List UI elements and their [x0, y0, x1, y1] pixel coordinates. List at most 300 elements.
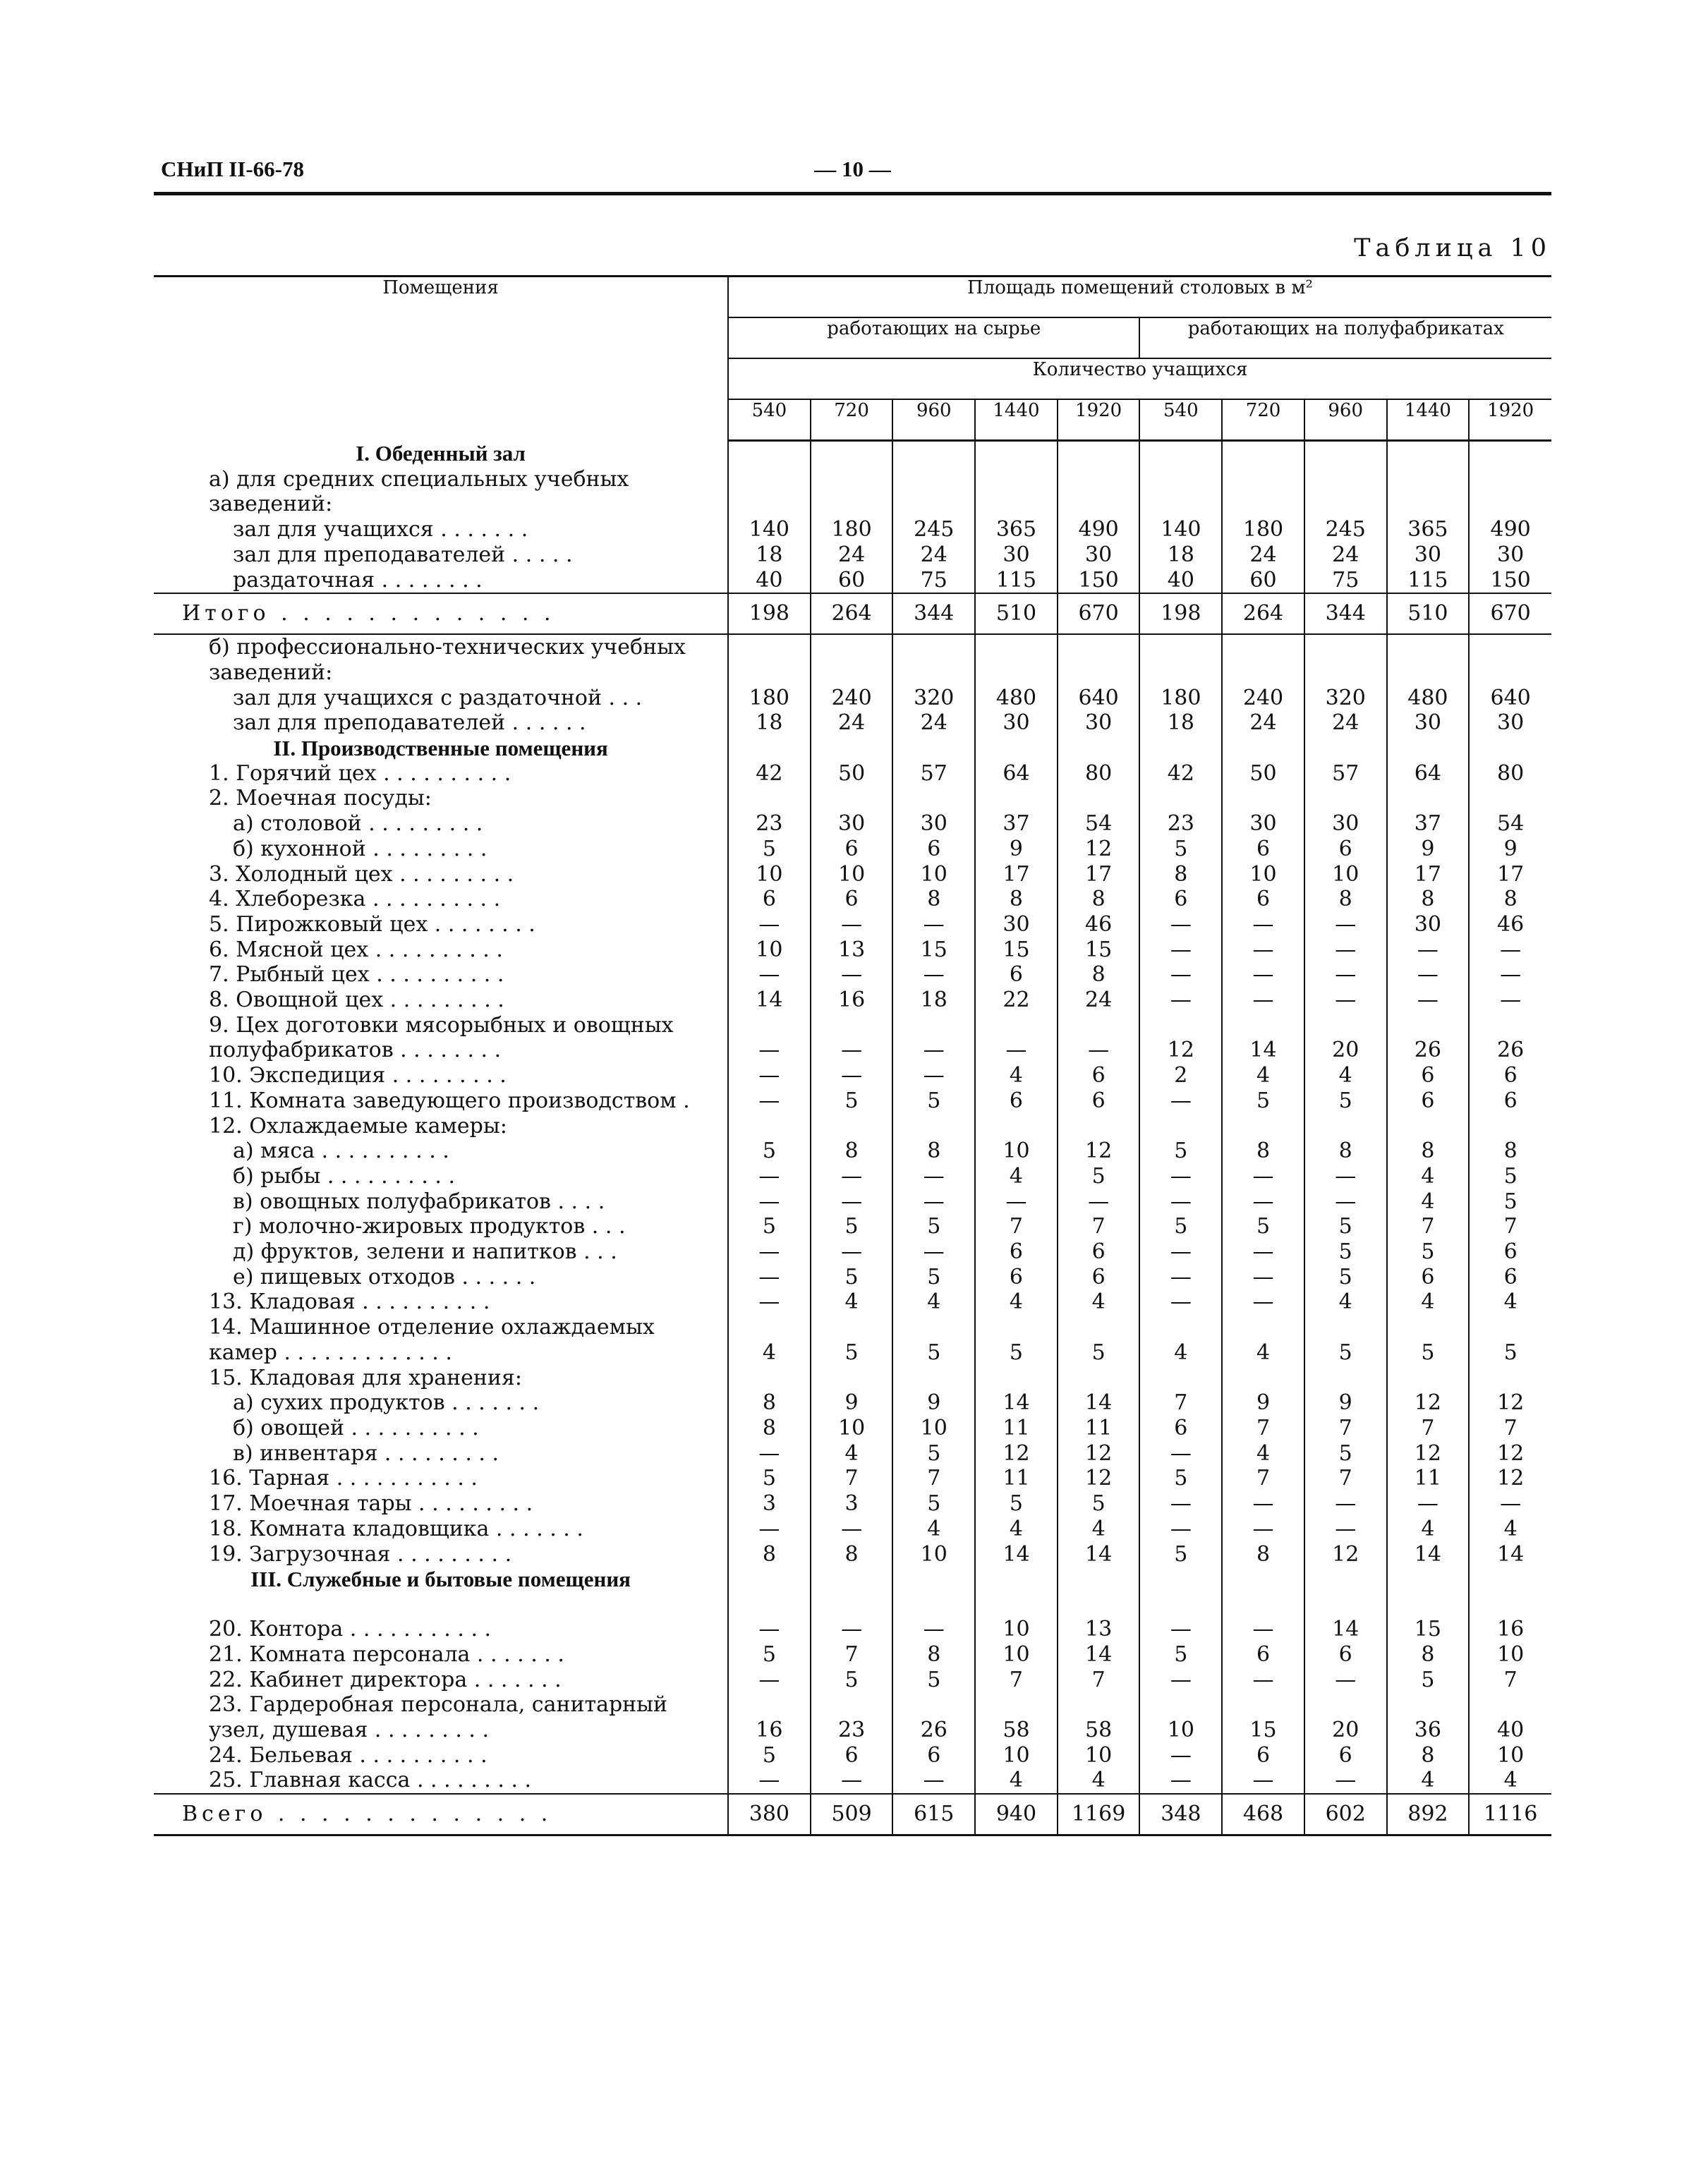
value-cell: 4 — [1058, 1517, 1140, 1542]
value-cell: 6 — [975, 1239, 1058, 1265]
value-cell: 11 — [975, 1466, 1058, 1491]
value-cell: — — [1304, 1491, 1387, 1517]
value-cell: — — [1304, 1668, 1387, 1693]
value-cell: 7 — [1222, 1466, 1304, 1491]
value-cell: 30 — [975, 710, 1058, 736]
value-cell: 7 — [1304, 1466, 1387, 1491]
column-header-1920: 1920 — [1058, 399, 1140, 441]
table-row — [154, 1441, 1551, 1467]
value-cell: 6 — [1139, 887, 1222, 912]
row-label: 2. Моечная посуды: — [209, 786, 432, 811]
value-cell: 58 — [975, 1692, 1058, 1742]
value-cell: 16 — [728, 1692, 811, 1742]
value-cell: 4 — [811, 1289, 893, 1315]
value-cell: 6 — [728, 887, 811, 912]
column-header-960: 960 — [1304, 399, 1387, 441]
value-cell: — — [1222, 1289, 1304, 1315]
value-cell: 892 — [1387, 1794, 1470, 1835]
value-cell: 4 — [975, 1164, 1058, 1189]
value-cell: 180 — [728, 686, 811, 711]
table-row — [154, 1063, 1551, 1088]
value-cell: — — [1387, 937, 1470, 963]
value-cell: 10 — [975, 1617, 1058, 1642]
value-cell: 4 — [1304, 1063, 1387, 1088]
table-row — [154, 1768, 1551, 1794]
value-cell: 5 — [1304, 1088, 1387, 1114]
value-cell: 23 — [1139, 811, 1222, 837]
value-cell: 5 — [1139, 1642, 1222, 1668]
empty-cell — [892, 736, 975, 761]
value-cell: 11 — [1387, 1466, 1470, 1491]
value-cell: 6 — [975, 1265, 1058, 1290]
value-cell — [892, 467, 975, 517]
value-cell: 11 — [1058, 1416, 1140, 1441]
value-cell: — — [728, 1768, 811, 1794]
row-label: 1. Горячий цех . . . . . . . . . . — [209, 760, 511, 786]
value-cell: 12 — [1058, 1139, 1140, 1164]
value-cell: 10 — [892, 1416, 975, 1441]
value-cell: 5 — [1304, 1315, 1387, 1365]
section-title: I. Обеденный зал — [356, 440, 526, 466]
value-cell: — — [1139, 962, 1222, 988]
area-table — [154, 275, 1551, 1836]
value-cell: 5 — [728, 1743, 811, 1768]
value-cell: 10 — [1139, 1692, 1222, 1742]
value-cell: 10 — [1222, 862, 1304, 887]
row-label: 11. Комната заведующего производством . — [209, 1088, 690, 1113]
value-cell: — — [811, 1063, 893, 1088]
value-cell: 7 — [892, 1466, 975, 1491]
value-cell: 30 — [811, 811, 893, 837]
value-cell: 5 — [1058, 1315, 1140, 1365]
value-cell: 7 — [975, 1214, 1058, 1239]
value-cell — [1139, 1114, 1222, 1139]
value-cell: 6 — [811, 887, 893, 912]
empty-cell — [1387, 441, 1470, 467]
value-cell: 15 — [975, 937, 1058, 963]
value-cell: — — [728, 1441, 811, 1467]
value-cell: — — [892, 1617, 975, 1642]
value-cell: 15 — [1387, 1617, 1470, 1642]
row-label: 24. Бельевая . . . . . . . . . . — [209, 1742, 487, 1768]
empty-cell — [1469, 1567, 1551, 1617]
table-row — [154, 517, 1551, 542]
value-cell: 6 — [1222, 1743, 1304, 1768]
value-cell: 37 — [1387, 811, 1470, 837]
empty-cell — [1387, 1567, 1470, 1617]
value-cell: — — [728, 1289, 811, 1315]
value-cell: 348 — [1139, 1794, 1222, 1835]
value-cell: — — [1139, 1617, 1222, 1642]
value-cell: — — [1139, 1768, 1222, 1794]
value-cell: 5 — [728, 1466, 811, 1491]
value-cell: 1116 — [1469, 1794, 1551, 1835]
table-row — [154, 542, 1551, 568]
value-cell: 10 — [811, 1416, 893, 1441]
value-cell: 5 — [892, 1668, 975, 1693]
empty-cell — [1139, 1567, 1222, 1617]
value-cell: 10 — [892, 1542, 975, 1567]
value-cell: — — [892, 962, 975, 988]
row-label: 20. Контора . . . . . . . . . . . — [209, 1617, 492, 1642]
value-cell: — — [811, 1164, 893, 1189]
value-cell: 5 — [1469, 1189, 1551, 1215]
value-cell: 615 — [892, 1794, 975, 1835]
table-row — [154, 1013, 1551, 1063]
value-cell: — — [892, 1768, 975, 1794]
table-row — [154, 1239, 1551, 1265]
row-label: б) кухонной . . . . . . . . . — [233, 836, 487, 861]
value-cell: — — [1139, 1189, 1222, 1215]
value-cell: 7 — [1304, 1416, 1387, 1441]
table-row — [154, 1214, 1551, 1239]
value-cell: 8 — [1387, 1139, 1470, 1164]
row-label: 25. Главная касса . . . . . . . . . — [209, 1768, 532, 1793]
value-cell — [892, 786, 975, 811]
value-cell: — — [728, 1265, 811, 1290]
value-cell — [1469, 786, 1551, 811]
value-cell: — — [811, 912, 893, 937]
row-label: 7. Рыбный цех . . . . . . . . . . — [209, 962, 504, 988]
value-cell — [1222, 786, 1304, 811]
row-label: 22. Кабинет директора . . . . . . . — [209, 1667, 562, 1692]
value-cell — [1304, 786, 1387, 811]
value-cell: 11 — [975, 1416, 1058, 1441]
value-cell: 4 — [975, 1063, 1058, 1088]
value-cell: 180 — [1139, 686, 1222, 711]
value-cell: 10 — [892, 862, 975, 887]
value-cell: 12 — [1139, 1013, 1222, 1063]
value-cell — [1469, 1114, 1551, 1139]
empty-cell — [1222, 736, 1304, 761]
value-cell: 10 — [1469, 1642, 1551, 1668]
value-cell: 46 — [1469, 912, 1551, 937]
value-cell: 24 — [892, 542, 975, 568]
value-cell: 75 — [1304, 568, 1387, 594]
value-cell: 4 — [1058, 1768, 1140, 1794]
value-cell: — — [728, 1668, 811, 1693]
value-cell: 30 — [1387, 542, 1470, 568]
value-cell: — — [1058, 1189, 1140, 1215]
value-cell: 4 — [1058, 1289, 1140, 1315]
value-cell: 6 — [975, 1088, 1058, 1114]
table-row — [154, 1315, 1551, 1365]
value-cell: 140 — [728, 517, 811, 542]
value-cell: 12 — [1387, 1390, 1470, 1416]
value-cell: — — [1139, 1164, 1222, 1189]
value-cell: 7 — [1469, 1214, 1551, 1239]
value-cell: 8 — [1387, 887, 1470, 912]
row-label: б) профессионально-технических учебных заведений: — [154, 634, 728, 685]
value-cell: 10 — [975, 1139, 1058, 1164]
row-label: 14. Машинное отделение охлаждаемых камер . . . . . . . . . . . . . — [209, 1315, 655, 1365]
value-cell: — — [1222, 1768, 1304, 1794]
value-cell: 40 — [1139, 568, 1222, 594]
value-cell: — — [1304, 988, 1387, 1013]
value-cell: — — [1222, 1491, 1304, 1517]
value-cell — [728, 1114, 811, 1139]
value-cell — [1304, 1114, 1387, 1139]
value-cell — [1304, 634, 1387, 685]
value-cell: 26 — [1469, 1013, 1551, 1063]
empty-cell — [1222, 441, 1304, 467]
value-cell: 8 — [811, 1542, 893, 1567]
value-cell: 9 — [975, 837, 1058, 862]
value-cell: 16 — [1469, 1617, 1551, 1642]
row-label: а) сухих продуктов . . . . . . . — [233, 1390, 540, 1416]
value-cell — [811, 467, 893, 517]
value-cell: — — [1304, 937, 1387, 963]
value-cell: 5 — [1304, 1441, 1387, 1467]
value-cell: 509 — [811, 1794, 893, 1835]
row-label: е) пищевых отходов . . . . . . — [233, 1264, 536, 1289]
value-cell: — — [1304, 912, 1387, 937]
value-cell: 26 — [1387, 1013, 1470, 1063]
value-cell: 4 — [975, 1289, 1058, 1315]
value-cell: 6 — [1058, 1063, 1140, 1088]
table-row — [154, 568, 1551, 594]
value-cell: — — [728, 1239, 811, 1265]
value-cell: 64 — [1387, 761, 1470, 787]
value-cell: 36 — [1387, 1692, 1470, 1742]
section-row — [154, 736, 1551, 761]
value-cell: 5 — [1058, 1491, 1140, 1517]
value-cell: 8 — [728, 1542, 811, 1567]
value-cell: — — [728, 1063, 811, 1088]
value-cell: 6 — [1058, 1088, 1140, 1114]
row-label: 23. Гардеробная персонала, санитарный узел, душевая . . . . . . . . . — [209, 1692, 668, 1743]
value-cell: 8 — [1222, 1139, 1304, 1164]
row-label: в) овощных полуфабрикатов . . . . — [233, 1189, 605, 1214]
row-label: 19. Загрузочная . . . . . . . . . — [209, 1541, 512, 1567]
value-cell: 140 — [1139, 517, 1222, 542]
row-label: а) для средних специальных учебных заведений: — [209, 466, 629, 517]
value-cell: 12 — [1058, 1466, 1140, 1491]
group-raw-header: работающих на сырье — [728, 317, 1139, 358]
value-cell: 13 — [1058, 1617, 1140, 1642]
value-cell: 18 — [1139, 542, 1222, 568]
students-header: Количество учащихся — [728, 358, 1551, 399]
value-cell: 5 — [1139, 1542, 1222, 1567]
section-title: III. Служебные и бытовые помещения — [250, 1567, 631, 1592]
value-cell: — — [728, 912, 811, 937]
value-cell: 5 — [975, 1491, 1058, 1517]
value-cell — [1387, 634, 1470, 685]
value-cell: 20 — [1304, 1692, 1387, 1742]
empty-cell — [1139, 736, 1222, 761]
value-cell: 24 — [1058, 988, 1140, 1013]
value-cell — [811, 634, 893, 685]
value-cell: 1169 — [1058, 1794, 1140, 1835]
value-cell — [811, 1114, 893, 1139]
value-cell: 50 — [811, 761, 893, 787]
empty-cell — [1387, 736, 1470, 761]
value-cell — [1139, 1366, 1222, 1391]
value-cell: 58 — [1058, 1692, 1140, 1742]
empty-cell — [1469, 441, 1551, 467]
value-cell: 9 — [1469, 837, 1551, 862]
value-cell: 4 — [892, 1517, 975, 1542]
value-cell: 15 — [1058, 937, 1140, 963]
value-cell: 80 — [1058, 761, 1140, 787]
value-cell: 8 — [1304, 887, 1387, 912]
table-row — [154, 1642, 1551, 1668]
row-label: д) фруктов, зелени и напитков . . . — [233, 1239, 617, 1265]
value-cell: 15 — [892, 937, 975, 963]
value-cell: 8 — [892, 1139, 975, 1164]
value-cell: 5 — [892, 1088, 975, 1114]
value-cell: 8 — [1387, 1743, 1470, 1768]
value-cell: — — [892, 1189, 975, 1215]
value-cell — [1387, 1114, 1470, 1139]
table-row — [154, 710, 1551, 736]
value-cell: 5 — [892, 1214, 975, 1239]
value-cell: 23 — [811, 1692, 893, 1742]
empty-cell — [728, 441, 811, 467]
value-cell: 7 — [1139, 1390, 1222, 1416]
value-cell: 365 — [975, 517, 1058, 542]
value-cell: 40 — [1469, 1692, 1551, 1742]
value-cell: 4 — [1222, 1315, 1304, 1365]
empty-cell — [811, 736, 893, 761]
value-cell: — — [1304, 1164, 1387, 1189]
value-cell: 3 — [811, 1491, 893, 1517]
value-cell: 150 — [1058, 568, 1140, 594]
value-cell — [1304, 467, 1387, 517]
row-label: а) мяса . . . . . . . . . . — [233, 1139, 449, 1164]
value-cell: 14 — [975, 1542, 1058, 1567]
value-cell: 602 — [1304, 1794, 1387, 1835]
value-cell: — — [1222, 1164, 1304, 1189]
value-cell: 510 — [1387, 593, 1470, 634]
table-row — [154, 1164, 1551, 1189]
value-cell: 6 — [1058, 1239, 1140, 1265]
value-cell: 50 — [1222, 761, 1304, 787]
value-cell: 365 — [1387, 517, 1470, 542]
value-cell: 17 — [1469, 862, 1551, 887]
value-cell: 6 — [1469, 1063, 1551, 1088]
row-label: 16. Тарная . . . . . . . . . . . — [209, 1466, 478, 1491]
value-cell: 5 — [1304, 1214, 1387, 1239]
value-cell: — — [1139, 1265, 1222, 1290]
value-cell: 7 — [1058, 1668, 1140, 1693]
value-cell: 22 — [975, 988, 1058, 1013]
value-cell: 9 — [1304, 1390, 1387, 1416]
value-cell — [1469, 634, 1551, 685]
value-cell: 670 — [1469, 593, 1551, 634]
row-label: 10. Экспедиция . . . . . . . . . — [209, 1063, 507, 1088]
value-cell: — — [1222, 1239, 1304, 1265]
value-cell: 30 — [1304, 811, 1387, 837]
value-cell: 245 — [1304, 517, 1387, 542]
value-cell: 42 — [728, 761, 811, 787]
value-cell: 5 — [1139, 837, 1222, 862]
value-cell: 54 — [1058, 811, 1140, 837]
value-cell — [1058, 1114, 1140, 1139]
empty-cell — [1139, 441, 1222, 467]
value-cell: — — [728, 1189, 811, 1215]
value-cell: 6 — [1139, 1416, 1222, 1441]
value-cell: 24 — [1304, 542, 1387, 568]
table-row — [154, 1366, 1551, 1391]
value-cell: — — [811, 1013, 893, 1063]
value-cell — [728, 467, 811, 517]
table-row — [154, 786, 1551, 811]
column-header-720: 720 — [811, 399, 893, 441]
value-cell: 9 — [892, 1390, 975, 1416]
value-cell: — — [1139, 1441, 1222, 1467]
value-cell: 6 — [1222, 837, 1304, 862]
table-row — [154, 761, 1551, 787]
value-cell: 9 — [1222, 1390, 1304, 1416]
value-cell: 30 — [1222, 811, 1304, 837]
row-label: б) овощей . . . . . . . . . . — [233, 1416, 479, 1440]
value-cell: — — [975, 1189, 1058, 1215]
value-cell: 5 — [728, 1642, 811, 1668]
row-label: зал для учащихся . . . . . . . — [233, 517, 528, 542]
value-cell: 5 — [811, 1214, 893, 1239]
value-cell: 6 — [1058, 1265, 1140, 1290]
value-cell: 14 — [1058, 1390, 1140, 1416]
value-cell: 4 — [728, 1315, 811, 1365]
value-cell: 5 — [1304, 1239, 1387, 1265]
value-cell: 5 — [1304, 1265, 1387, 1290]
table-row — [154, 811, 1551, 837]
table-row — [154, 1289, 1551, 1315]
value-cell: 150 — [1469, 568, 1551, 594]
value-cell: — — [811, 1189, 893, 1215]
table-row — [154, 1743, 1551, 1768]
value-cell: 40 — [728, 568, 811, 594]
column-header-960: 960 — [892, 399, 975, 441]
value-cell: 14 — [728, 988, 811, 1013]
value-cell: 18 — [1139, 710, 1222, 736]
value-cell: — — [728, 962, 811, 988]
value-cell: 30 — [975, 912, 1058, 937]
value-cell: 7 — [811, 1642, 893, 1668]
value-cell: 15 — [1222, 1692, 1304, 1742]
value-cell: 30 — [892, 811, 975, 837]
value-cell: — — [1304, 1768, 1387, 1794]
page-header — [154, 157, 1551, 188]
value-cell: — — [892, 1164, 975, 1189]
column-header-1920: 1920 — [1469, 399, 1551, 441]
value-cell: 60 — [811, 568, 893, 594]
value-cell: 180 — [1222, 517, 1304, 542]
value-cell: — — [1222, 1189, 1304, 1215]
value-cell: 6 — [811, 837, 893, 862]
total-row — [154, 1794, 1551, 1835]
value-cell: — — [1139, 1668, 1222, 1693]
value-cell — [811, 786, 893, 811]
value-cell: 510 — [975, 593, 1058, 634]
value-cell: 344 — [892, 593, 975, 634]
row-label: Всего . . . . . . . . . . . . . — [154, 1794, 728, 1835]
value-cell: — — [811, 1768, 893, 1794]
value-cell: 940 — [975, 1794, 1058, 1835]
column-header-540: 540 — [1139, 399, 1222, 441]
value-cell — [728, 1366, 811, 1391]
value-cell — [975, 786, 1058, 811]
value-cell: 8 — [811, 1139, 893, 1164]
row-label: зал для учащихся с раздаточной . . . — [233, 685, 643, 710]
value-cell: 7 — [1058, 1214, 1140, 1239]
table-row — [154, 1114, 1551, 1139]
value-cell: 57 — [1304, 761, 1387, 787]
value-cell — [1222, 634, 1304, 685]
value-cell: 5 — [1469, 1315, 1551, 1365]
value-cell: 7 — [1222, 1416, 1304, 1441]
